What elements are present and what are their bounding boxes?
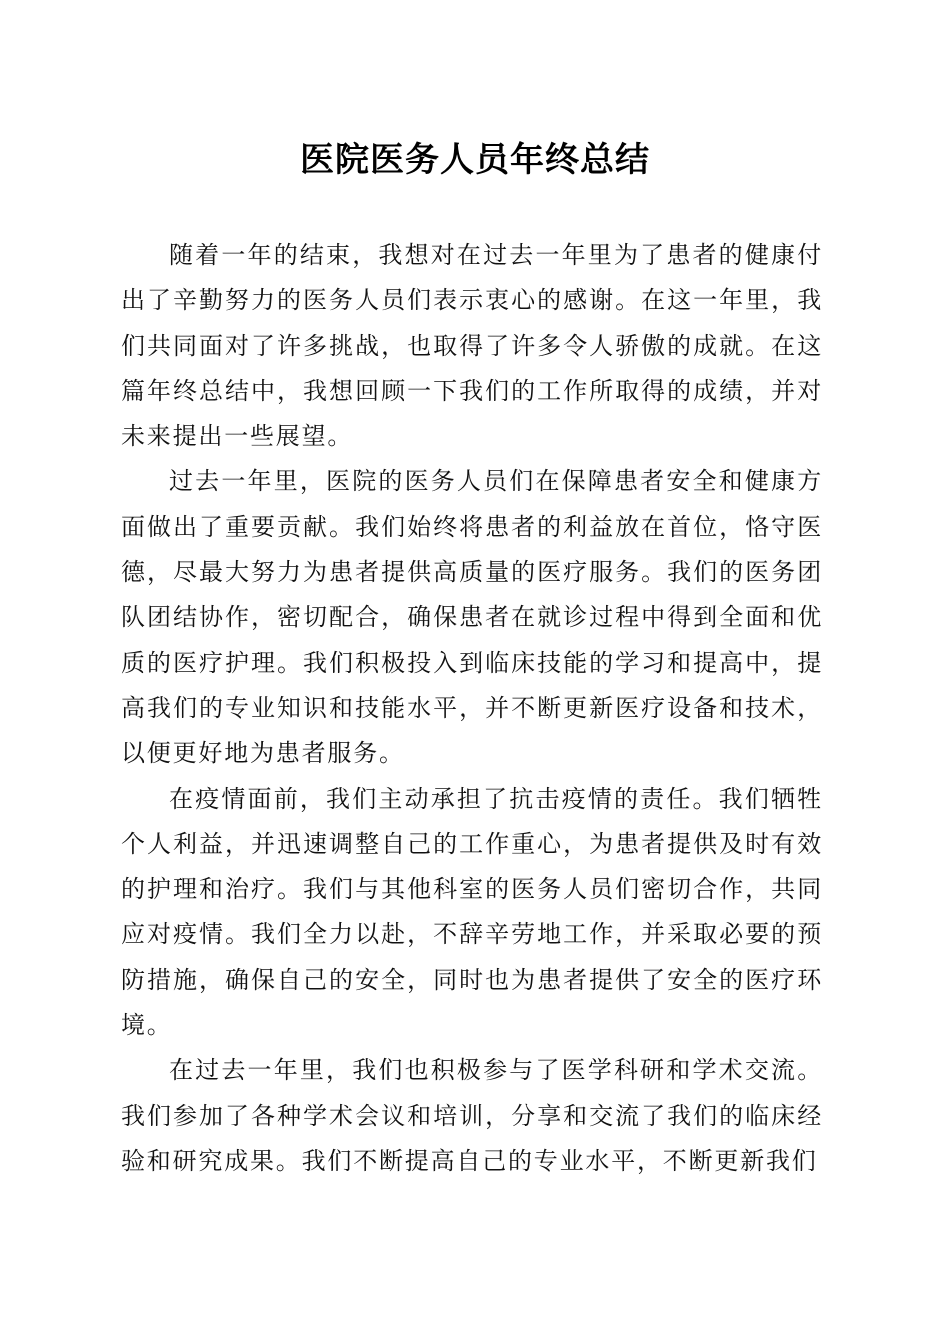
paragraph: 在疫情面前，我们主动承担了抗击疫情的责任。我们牺牲个人利益，并迅速调整自己的工作重心，为患者提供及时有效的护理和治疗。我们与其他科室的医务人员们密切合作，共同应对疫情。我们全力以赴，不辞辛劳地工作，并采取必要的预防措施，确保自己的安全，同时也为患者提供了安全的医疗环境。 (121, 784, 823, 1040)
paragraph: 随着一年的结束，我想对在过去一年里为了患者的健康付出了辛勤努力的医务人员们表示衷心的感谢。在这一年里，我们共同面对了许多挑战，也取得了许多令人骄傲的成就。在这篇年终总结中，我想回顾一下我们的工作所取得的成绩，并对未来提出一些展望。 (121, 241, 823, 451)
document-body (121, 233, 823, 1184)
paragraph: 在过去一年里，我们也积极参与了医学科研和学术交流。我们参加了各种学术会议和培训，分享和交流了我们的临床经验和研究成果。我们不断提高自己的专业水平，不断更新我们 (121, 1056, 823, 1175)
document-title: 医院医务人员年终总结 (300, 140, 650, 180)
paragraph: 过去一年里，医院的医务人员们在保障患者安全和健康方面做出了重要贡献。我们始终将患者的利益放在首位，恪守医德，尽最大努力为患者提供高质量的医疗服务。我们的医务团队团结协作，密切配合，确保患者在就诊过程中得到全面和优质的医疗护理。我们积极投入到临床技能的学习和提高中，提高我们的专业知识和技能水平，并不断更新医疗设备和技术，以便更好地为患者服务。 (121, 467, 823, 768)
